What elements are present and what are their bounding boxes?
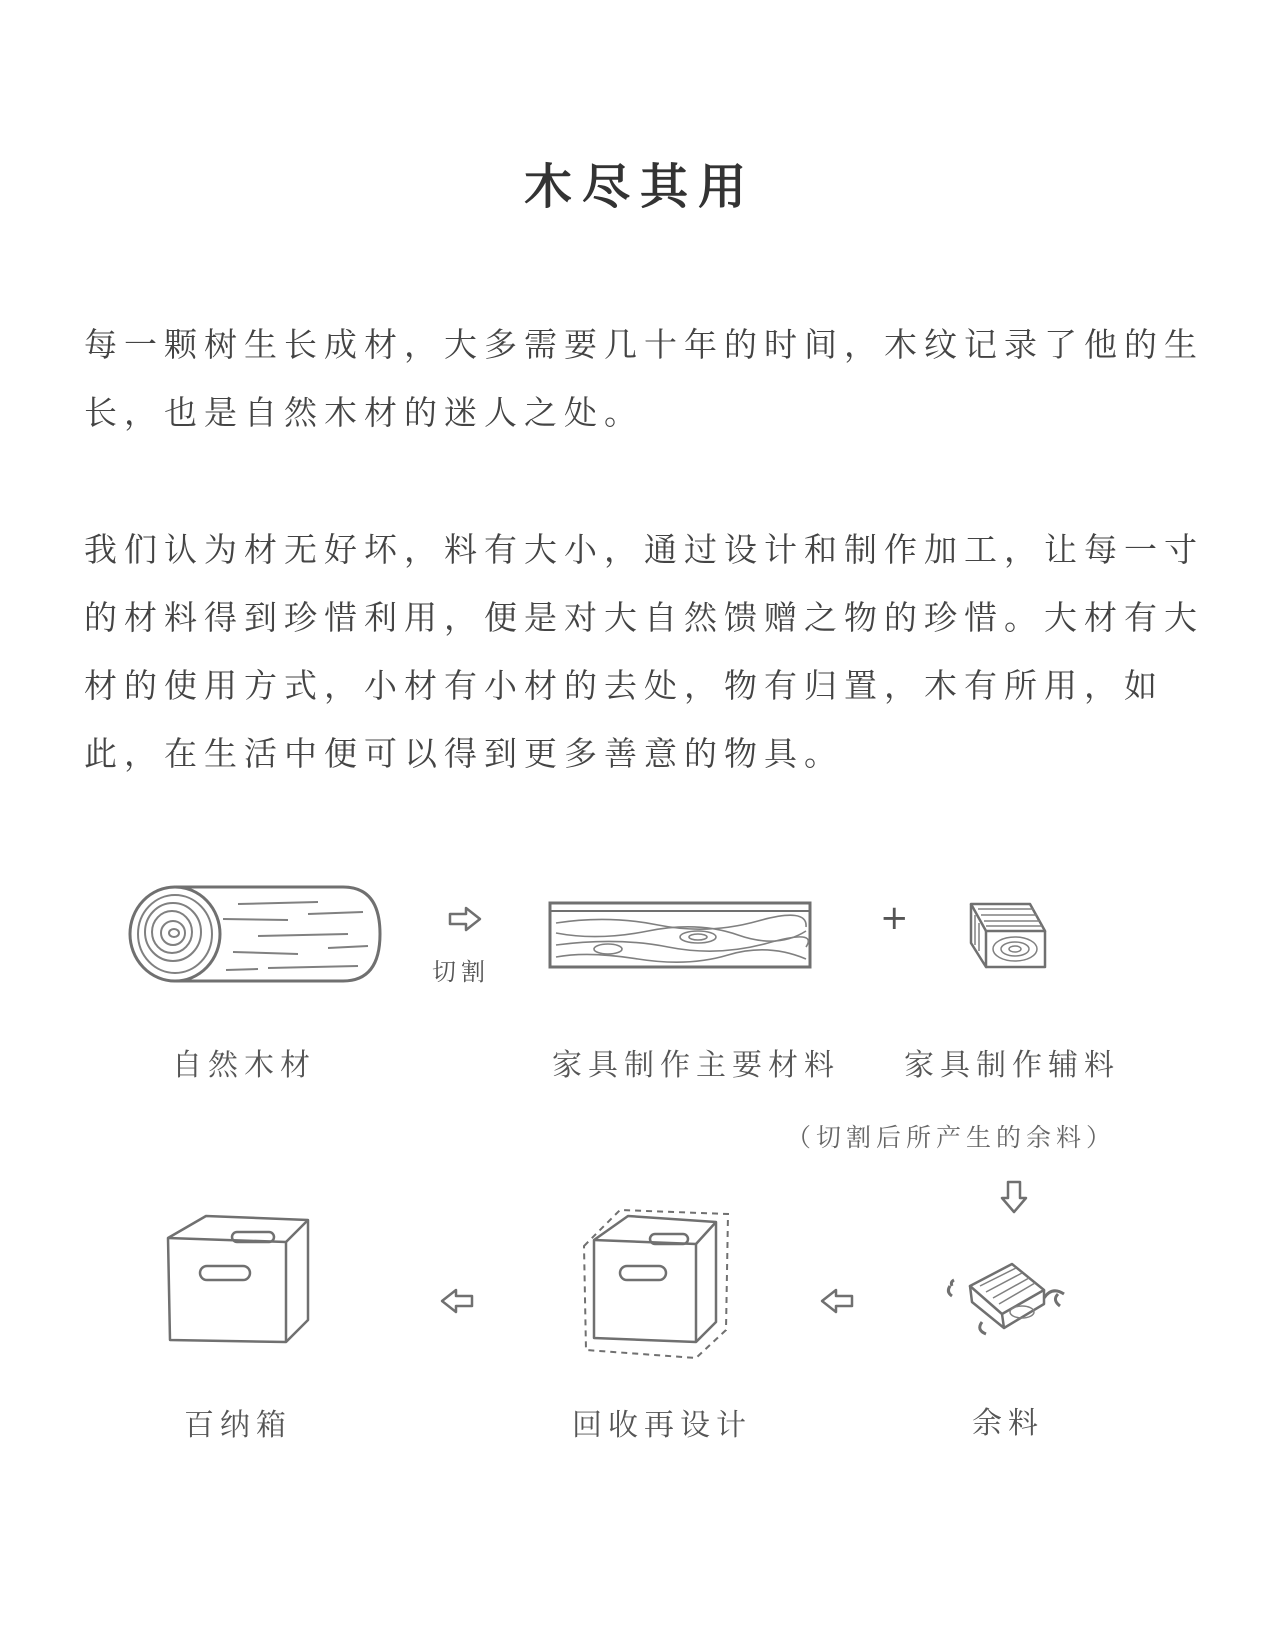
intro-paragraph: 每一颗树生长成材，大多需要几十年的时间，木纹记录了他的生长，也是自然木材的迷人之处。 [84, 325, 1204, 432]
main-material-label: 家具制作主要材料 [552, 1048, 840, 1083]
plus-sign: + [880, 898, 909, 938]
page-title: 木尽其用 [523, 159, 756, 215]
natural-wood-label: 自然木材 [172, 1048, 316, 1083]
aux-material-note: （切割后所产生的余料） [786, 1123, 1117, 1152]
scrap-wood-icon [940, 1256, 1075, 1338]
wood-block-icon [968, 901, 1048, 969]
storage-box-label: 百纳箱 [184, 1408, 292, 1443]
aux-material-label: 家具制作辅料 [904, 1048, 1120, 1083]
arrow-down-icon [1000, 1180, 1028, 1214]
arrow-left-icon [440, 1288, 474, 1314]
cut-label: 切割 [432, 958, 490, 986]
arrow-left-icon [820, 1288, 854, 1314]
dashed-box-icon [580, 1208, 732, 1362]
philosophy-paragraph: 我们认为材无好坏，料有大小，通过设计和制作加工，让每一寸的材料得到珍惜利用，便是对大自然馈赠之物的珍惜。大材有大材的使用方式，小材有小材的去处，物有归置，木有所用，如此，在生活中便可以得到更多善意的物具。 [84, 530, 1204, 773]
log-icon [128, 884, 383, 984]
redesign-label: 回收再设计 [572, 1408, 752, 1443]
scrap-label: 余料 [972, 1406, 1044, 1441]
arrow-right-icon [448, 906, 482, 932]
plank-icon [548, 901, 812, 969]
storage-box-icon [162, 1212, 316, 1346]
